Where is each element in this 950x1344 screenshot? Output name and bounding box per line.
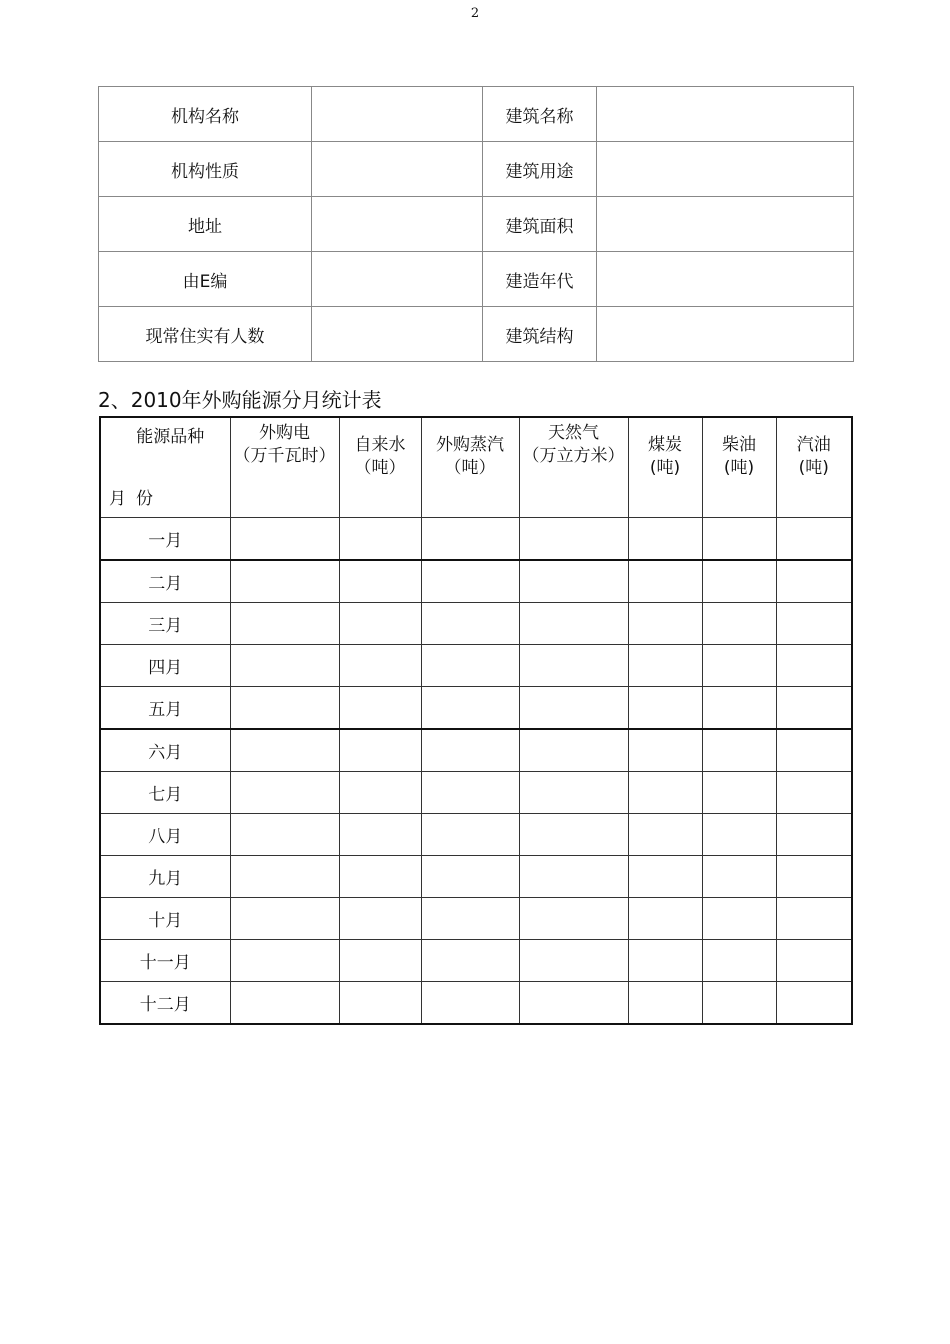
data-cell[interactable] (421, 603, 519, 645)
info-label: 由E编 (99, 252, 312, 307)
data-cell[interactable] (339, 982, 421, 1025)
info-value-cell[interactable] (597, 197, 854, 252)
data-cell[interactable] (519, 687, 628, 730)
data-cell[interactable] (776, 729, 852, 772)
column-header-gasoline: 汽油 (吨) (776, 417, 852, 518)
info-value-cell[interactable] (597, 87, 854, 142)
data-cell[interactable] (702, 814, 776, 856)
info-value-cell[interactable] (312, 252, 483, 307)
month-cell: 四月 (100, 645, 230, 687)
data-cell[interactable] (702, 560, 776, 603)
data-cell[interactable] (776, 645, 852, 687)
data-cell[interactable] (519, 856, 628, 898)
info-value-cell[interactable] (597, 307, 854, 362)
data-cell[interactable] (628, 518, 702, 561)
table-row (100, 856, 852, 898)
column-header-natural-gas: 天然气 （万立方米） (519, 417, 628, 518)
data-cell[interactable] (776, 518, 852, 561)
table-row (100, 603, 852, 645)
data-cell[interactable] (339, 940, 421, 982)
data-cell[interactable] (421, 940, 519, 982)
month-rows (100, 518, 852, 1025)
info-table (98, 86, 854, 362)
month-label: 月份 (109, 489, 163, 509)
info-value-cell[interactable] (597, 252, 854, 307)
table-row (100, 687, 852, 730)
data-cell[interactable] (421, 645, 519, 687)
data-cell[interactable] (702, 645, 776, 687)
corner-header-cell (100, 417, 230, 518)
data-cell[interactable] (519, 645, 628, 687)
month-cell: 三月 (100, 603, 230, 645)
data-cell[interactable] (776, 772, 852, 814)
data-cell[interactable] (776, 814, 852, 856)
data-cell[interactable] (519, 814, 628, 856)
data-cell[interactable] (421, 560, 519, 603)
month-cell: 十月 (100, 898, 230, 940)
data-cell[interactable] (702, 518, 776, 561)
table-row (100, 940, 852, 982)
data-cell[interactable] (519, 560, 628, 603)
data-cell[interactable] (776, 982, 852, 1025)
info-label: 建筑名称 (483, 87, 597, 142)
data-cell[interactable] (339, 687, 421, 730)
month-cell: 六月 (100, 729, 230, 772)
data-cell[interactable] (421, 729, 519, 772)
table-row (100, 645, 852, 687)
data-cell[interactable] (230, 560, 339, 603)
table-row (100, 772, 852, 814)
column-header-water: 自来水 （吨） (339, 417, 421, 518)
data-cell[interactable] (628, 814, 702, 856)
data-cell[interactable] (628, 603, 702, 645)
data-cell[interactable] (628, 982, 702, 1025)
info-label: 建筑结构 (483, 307, 597, 362)
data-cell[interactable] (628, 856, 702, 898)
data-cell[interactable] (339, 729, 421, 772)
data-cell[interactable] (421, 772, 519, 814)
data-cell[interactable] (519, 603, 628, 645)
column-header-coal: 煤炭 (吨) (628, 417, 702, 518)
info-row (99, 87, 854, 142)
header-row (100, 417, 852, 518)
data-cell[interactable] (628, 560, 702, 603)
data-cell[interactable] (702, 603, 776, 645)
data-cell[interactable] (519, 898, 628, 940)
info-label: 现常住实有人数 (99, 307, 312, 362)
page-number: 2 (470, 6, 480, 21)
month-cell: 七月 (100, 772, 230, 814)
month-cell: 一月 (100, 518, 230, 561)
data-cell[interactable] (776, 560, 852, 603)
data-cell[interactable] (776, 687, 852, 730)
data-cell[interactable] (230, 518, 339, 561)
info-label: 机构名称 (99, 87, 312, 142)
info-value-cell[interactable] (597, 142, 854, 197)
data-cell[interactable] (628, 940, 702, 982)
data-cell[interactable] (628, 645, 702, 687)
data-cell[interactable] (421, 898, 519, 940)
section-title: 2、2010年外购能源分月统计表 (98, 388, 382, 412)
data-cell[interactable] (230, 898, 339, 940)
table-row (100, 518, 852, 561)
data-cell[interactable] (702, 729, 776, 772)
data-cell[interactable] (230, 729, 339, 772)
data-cell[interactable] (339, 603, 421, 645)
data-cell[interactable] (421, 856, 519, 898)
data-cell[interactable] (702, 856, 776, 898)
energy-table (99, 416, 853, 1025)
month-cell: 五月 (100, 687, 230, 730)
energy-type-label: 能源品种 (136, 427, 205, 447)
month-cell: 八月 (100, 814, 230, 856)
info-label: 机构性质 (99, 142, 312, 197)
data-cell[interactable] (519, 729, 628, 772)
data-cell[interactable] (421, 518, 519, 561)
month-cell: 九月 (100, 856, 230, 898)
data-cell[interactable] (519, 982, 628, 1025)
table-row (100, 982, 852, 1025)
column-header-diesel: 柴油 (吨) (702, 417, 776, 518)
info-label: 建筑用途 (483, 142, 597, 197)
month-cell: 二月 (100, 560, 230, 603)
info-row (99, 252, 854, 307)
info-label: 建筑面积 (483, 197, 597, 252)
data-cell[interactable] (230, 772, 339, 814)
data-cell[interactable] (421, 814, 519, 856)
data-cell[interactable] (519, 772, 628, 814)
table-row (100, 898, 852, 940)
info-value-cell[interactable] (312, 142, 483, 197)
data-cell[interactable] (339, 645, 421, 687)
data-cell[interactable] (230, 603, 339, 645)
data-cell[interactable] (702, 982, 776, 1025)
info-value-cell[interactable] (312, 87, 483, 142)
data-cell[interactable] (702, 940, 776, 982)
data-cell[interactable] (776, 856, 852, 898)
info-label: 建造年代 (483, 252, 597, 307)
data-cell[interactable] (230, 814, 339, 856)
data-cell[interactable] (702, 687, 776, 730)
data-cell[interactable] (628, 729, 702, 772)
info-row (99, 197, 854, 252)
data-cell[interactable] (230, 940, 339, 982)
info-label: 地址 (99, 197, 312, 252)
month-cell: 十一月 (100, 940, 230, 982)
info-row (99, 142, 854, 197)
data-cell[interactable] (702, 898, 776, 940)
table-row (100, 814, 852, 856)
data-cell[interactable] (339, 772, 421, 814)
data-cell[interactable] (702, 772, 776, 814)
data-cell[interactable] (339, 518, 421, 561)
data-cell[interactable] (230, 645, 339, 687)
data-cell[interactable] (230, 856, 339, 898)
data-cell[interactable] (421, 982, 519, 1025)
data-cell[interactable] (776, 940, 852, 982)
data-cell[interactable] (230, 687, 339, 730)
info-value-cell[interactable] (312, 197, 483, 252)
data-cell[interactable] (339, 898, 421, 940)
data-cell[interactable] (628, 772, 702, 814)
table-row (100, 729, 852, 772)
data-cell[interactable] (776, 603, 852, 645)
info-row (99, 307, 854, 362)
data-cell[interactable] (519, 940, 628, 982)
data-cell[interactable] (776, 898, 852, 940)
data-cell[interactable] (628, 687, 702, 730)
table-row (100, 560, 852, 603)
info-value-cell[interactable] (312, 307, 483, 362)
month-cell: 十二月 (100, 982, 230, 1025)
data-cell[interactable] (339, 560, 421, 603)
data-cell[interactable] (519, 518, 628, 561)
data-cell[interactable] (339, 814, 421, 856)
column-header-electricity: 外购电 （万千瓦时） (230, 417, 339, 518)
data-cell[interactable] (628, 898, 702, 940)
data-cell[interactable] (421, 687, 519, 730)
column-header-steam: 外购蒸汽 （吨） (421, 417, 519, 518)
data-cell[interactable] (230, 982, 339, 1025)
data-cell[interactable] (339, 856, 421, 898)
